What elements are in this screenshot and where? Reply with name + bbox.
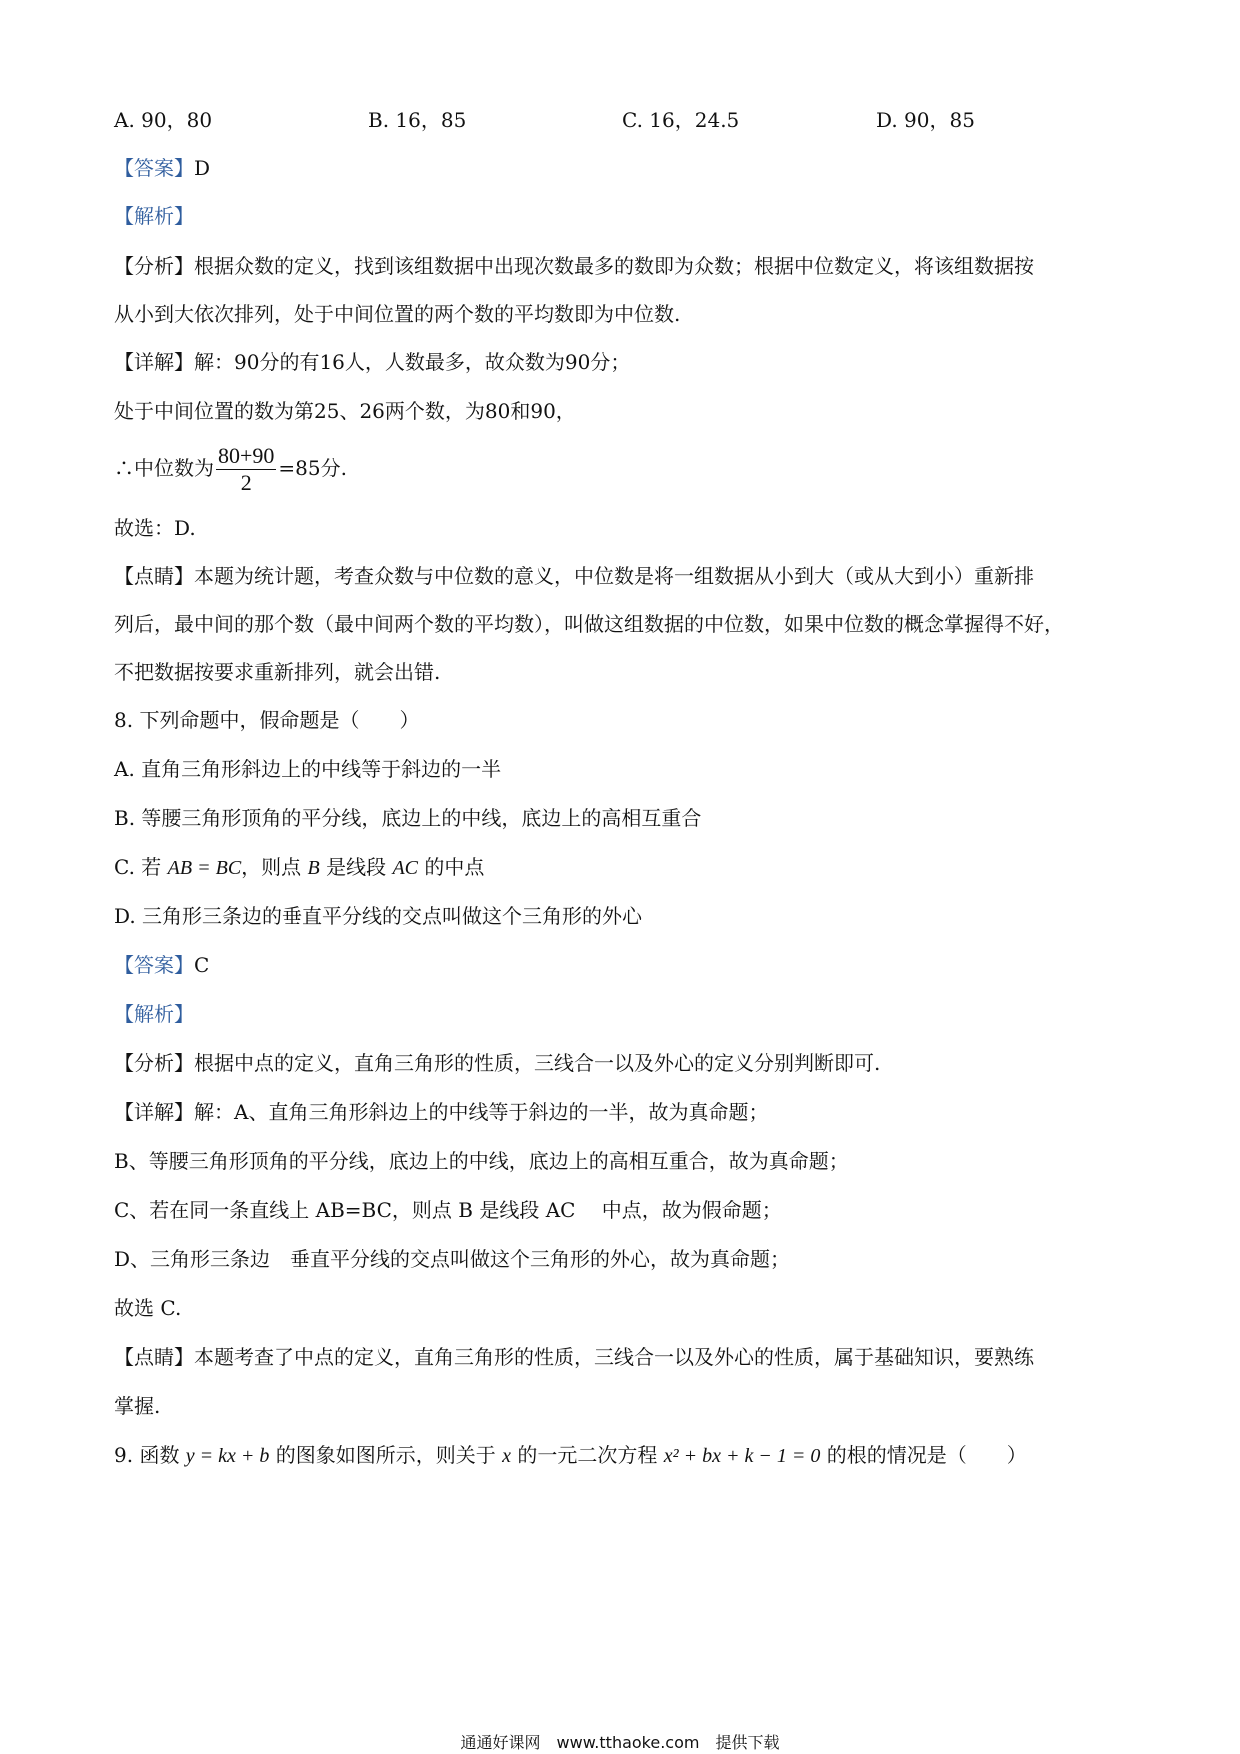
q9-math: y = kx + b — [185, 1445, 270, 1467]
fenxi-text: 根据众数的定义，找到该组数据中出现次数最多的数即为众数；根据中位数定义，将该组数据按 — [194, 254, 1034, 278]
answer-tag: 【答案】 — [114, 156, 194, 180]
median-fraction — [216, 443, 276, 496]
fenxi-tag: 【分析】 — [114, 1051, 194, 1075]
q7-option-b: B. 16，85 — [368, 108, 467, 132]
q9-math: x — [502, 1445, 512, 1467]
comment-text: 本题考查了中点的定义，直角三角形的性质，三线合一以及外心的性质，属于基础知识，要熟练 — [194, 1345, 1034, 1369]
q9-text: 的图象如图所示，则关于 — [269, 1443, 503, 1467]
q7-fenxi-line-1 — [114, 252, 1034, 280]
q7-detail-line-1 — [114, 348, 630, 376]
q9-stem — [114, 1441, 1027, 1470]
answer-value: C — [194, 953, 210, 977]
q8-choose: 故选 C. — [114, 1296, 182, 1320]
q8-option-c — [114, 853, 484, 882]
q7-comment-line-1 — [114, 562, 1034, 590]
fenxi-text: 根据中点的定义，直角三角形的性质，三线合一以及外心的定义分别判断即可. — [194, 1051, 881, 1075]
opt-c-text: 是线段 — [319, 855, 393, 879]
q7-choose: 故选：D. — [114, 516, 196, 540]
q8-option-b: B. 等腰三角形顶角的平分线，底边上的中线，底边上的高相互重合 — [114, 806, 702, 830]
median-prefix: ∴中位数为 — [114, 456, 214, 480]
fraction-denominator: 2 — [240, 470, 252, 495]
fraction-numerator: 80+90 — [218, 443, 275, 468]
q9-text: 的根的情况是（ ） — [820, 1443, 1027, 1467]
opt-c-math: AB = BC — [167, 857, 242, 879]
q8-detail-line-c: C、若在同一条直线上 AB=BC，则点 B 是线段 AC 中点，故为假命题； — [114, 1198, 782, 1222]
detail-text: 解：A、直角三角形斜边上的中线等于斜边的一半，故为真命题； — [194, 1100, 769, 1124]
q7-option-a: A. 90，80 — [114, 108, 213, 132]
detail-tag: 【详解】 — [114, 1100, 194, 1124]
q8-answer-line — [114, 951, 209, 979]
q8-stem: 8. 下列命题中，假命题是（ ） — [114, 708, 420, 732]
comment-tag: 【点睛】 — [114, 1345, 194, 1369]
q8-comment-line-1 — [114, 1343, 1034, 1371]
fenxi-tag: 【分析】 — [114, 254, 194, 278]
q9-math: x² + bx + k − 1 = 0 — [663, 1445, 821, 1467]
detail-tag: 【详解】 — [114, 350, 194, 374]
page-footer: 通通好课网 www.tthaoke.com 提供下载 — [460, 1733, 780, 1752]
q8-detail-line-b: B、等腰三角形顶角的平分线，底边上的中线，底边上的高相互重合，故为真命题； — [114, 1149, 849, 1173]
opt-c-math: B — [307, 857, 320, 879]
opt-c-math: AC — [392, 857, 419, 879]
answer-tag: 【答案】 — [114, 953, 194, 977]
q7-comment-line-2: 列后，最中间的那个数（最中间两个数的平均数），叫做这组数据的中位数，如果中位数的概念掌握得不好， — [114, 612, 1064, 636]
q8-detail-line-d: D、三角形三条边 垂直平分线的交点叫做这个三角形的外心，故为真命题； — [114, 1247, 791, 1271]
q9-text: 的一元二次方程 — [511, 1443, 664, 1467]
detail-text: 解：90分的有16人，人数最多，故众数为90分； — [194, 350, 631, 374]
q9-text: 9. 函数 — [114, 1443, 186, 1467]
q7-fenxi-line-2: 从小到大依次排列，处于中间位置的两个数的平均数即为中位数. — [114, 302, 681, 326]
answer-value: D — [194, 156, 211, 180]
median-suffix: =85分. — [278, 456, 347, 480]
q7-median-line — [114, 440, 347, 496]
comment-tag: 【点睛】 — [114, 564, 194, 588]
opt-c-text: C. 若 — [114, 855, 168, 879]
q7-option-c: C. 16，24.5 — [622, 108, 740, 132]
q8-option-d: D. 三角形三条边的垂直平分线的交点叫做这个三角形的外心 — [114, 904, 643, 928]
opt-c-text: ，则点 — [241, 855, 308, 879]
analysis-tag: 【解析】 — [114, 1002, 194, 1026]
q8-option-a: A. 直角三角形斜边上的中线等于斜边的一半 — [114, 757, 502, 781]
comment-text: 本题为统计题，考查众数与中位数的意义，中位数是将一组数据从小到大（或从大到小）重新排 — [194, 564, 1034, 588]
q8-comment-line-2: 掌握. — [114, 1394, 161, 1418]
q8-fenxi-line — [114, 1049, 880, 1077]
q7-comment-line-3: 不把数据按要求重新排列，就会出错. — [114, 660, 441, 684]
q7-detail-line-2: 处于中间位置的数为第25、26两个数，为80和90， — [114, 399, 576, 423]
q7-answer-line — [114, 154, 210, 182]
q7-option-d: D. 90，85 — [876, 108, 975, 132]
opt-c-text: 的中点 — [418, 855, 485, 879]
q8-detail-line-a — [114, 1098, 768, 1126]
analysis-tag: 【解析】 — [114, 204, 194, 228]
